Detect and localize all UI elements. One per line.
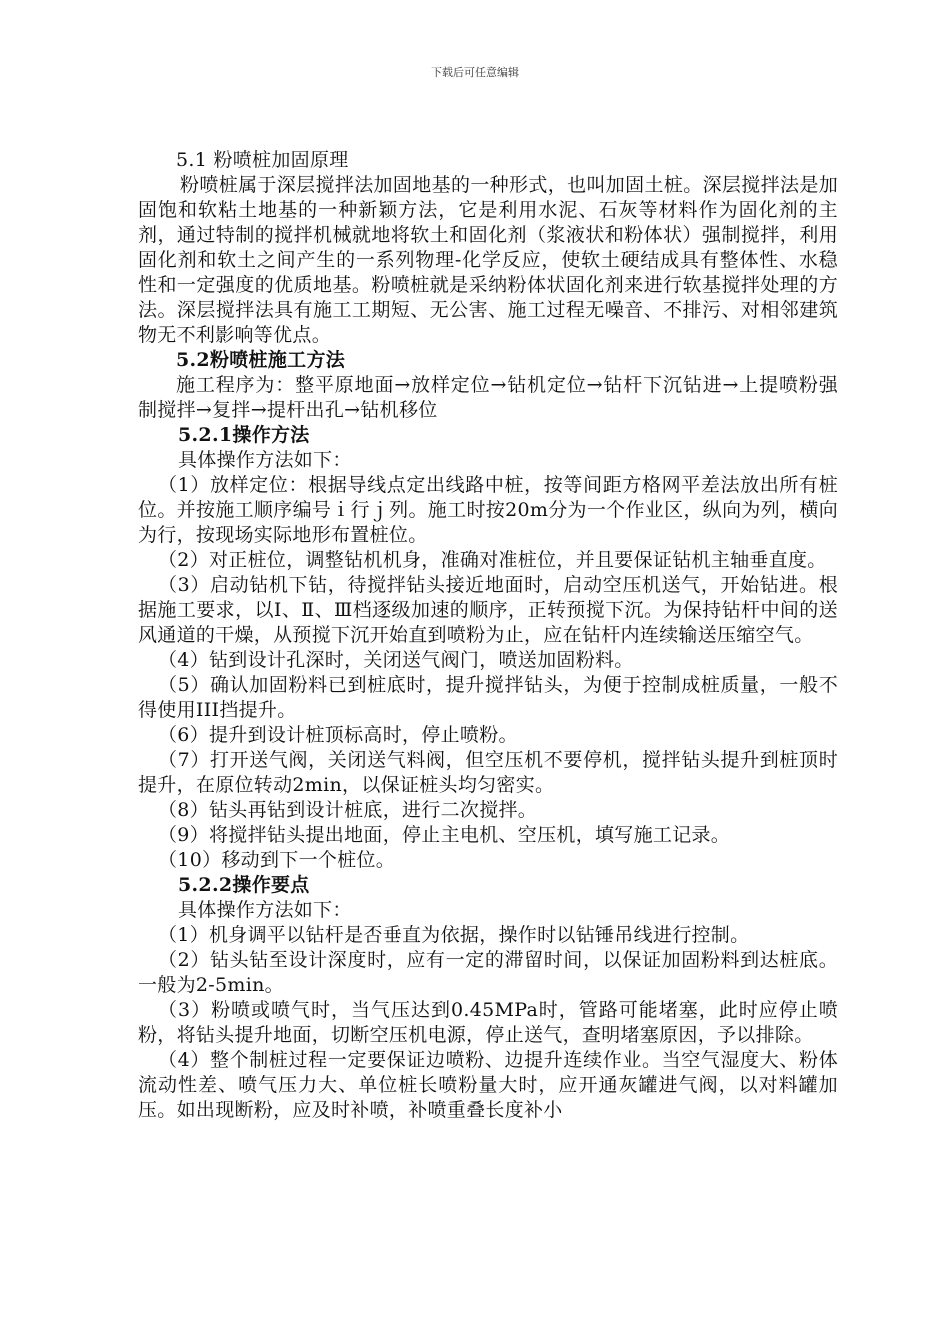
list-item: （6）提升到设计桩顶标高时，停止喷粉。 [158,724,518,746]
list-item: （10）移动到下一个桩位。 [158,849,396,871]
section-5-2-title: 5.2粉喷桩施工方法 [176,349,346,371]
list-item: （1）机身调平以钻杆是否垂直为依据，操作时以钻锤吊线进行控制。 [158,924,750,946]
section-5-2-body: 施工程序为：整平原地面→放样定位→钻机定位→钻杆下沉钻进→上提喷粉强制搅拌→复拌→提杆出孔→钻机移位 [138,374,838,421]
list-item: （9）将搅拌钻头提出地面，停止主电机、空压机，填写施工记录。 [158,824,731,846]
list-item: （4）钻到设计孔深时，关闭送气阀门，喷送加固粉料。 [158,649,634,671]
list-item: （2）对正桩位，调整钻机机身，准确对准桩位，并且要保证钻机主轴垂直度。 [158,549,827,571]
section-5-2-2-intro: 具体操作方法如下： [178,899,352,921]
document-body [138,148,838,1123]
list-item: （8）钻头再钻到设计桩底，进行二次搅拌。 [158,799,538,821]
list-item: （7）打开送气阀，关闭送气料阀，但空压机不要停机，搅拌钻头提升到桩顶时提升，在原位转动2min，以保证桩头均匀密实。 [138,749,838,796]
section-5-2-1-title: 5.2.1操作方法 [178,424,310,446]
section-5-1-body: 粉喷桩属于深层搅拌法加固地基的一种形式，也叫加固土桩。深层搅拌法是加固饱和软粘土地基的一种新颖方法，它是利用水泥、石灰等材料作为固化剂的主剂，通过特制的搅拌机械就地将软土和固化剂（浆液状和粉体状）强制搅拌，利用固化剂和软土之间产生的一系列物理-化学反应，使软土硬结成具有整体性、水稳性和一定强度的优质地基。粉喷桩就是采纳粉体状固化剂来进行软基搅拌处理的方法。深层搅拌法具有施工工期短、无公害、施工过程无噪音、不排污、对相邻建筑物无不利影响等优点。 [138,174,838,346]
section-5-2-2-title: 5.2.2操作要点 [178,874,310,896]
list-item: （4）整个制桩过程一定要保证边喷粉、边提升连续作业。当空气湿度大、粉体流动性差、喷气压力大、单位桩长喷粉量大时，应开通灰罐进气阀，以对料罐加压。如出现断粉，应及时补喷，补喷重叠长度补小 [138,1049,838,1121]
list-item: （1）放样定位：根据导线点定出线路中桩，按等间距方格网平差法放出所有桩位。并按施工顺序编号ｉ行ｊ列。施工时按20m分为一个作业区，纵向为列，横向为行，按现场实际地形布置桩位。 [138,474,838,546]
list-item: （3）粉喷或喷气时，当气压达到0.45MPa时，管路可能堵塞，此时应停止喷粉，将钻头提升地面，切断空压机电源，停止送气，查明堵塞原因，予以排除。 [138,999,838,1046]
page-header-note: 下载后可任意编辑 [431,66,519,79]
list-item: （5）确认加固粉料已到桩底时，提升搅拌钻头，为便于控制成桩质量，一般不得使用III挡提升。 [138,674,838,721]
list-item: （2）钻头钻至设计深度时，应有一定的滞留时间，以保证加固粉料到达桩底。一般为2-5min。 [138,949,838,996]
section-5-2-1-intro: 具体操作方法如下： [178,449,352,471]
list-item: （3）启动钻机下钻，待搅拌钻头接近地面时，启动空压机送气，开始钻进。根据施工要求，以Ⅰ、Ⅱ、Ⅲ档逐级加速的顺序，正转预搅下沉。为保持钻杆中间的送风通道的干燥，从预搅下沉开始直到喷粉为止，应在钻杆内连续输送压缩空气。 [138,574,838,646]
section-5-1-title: 5.1 粉喷桩加固原理 [176,149,349,171]
